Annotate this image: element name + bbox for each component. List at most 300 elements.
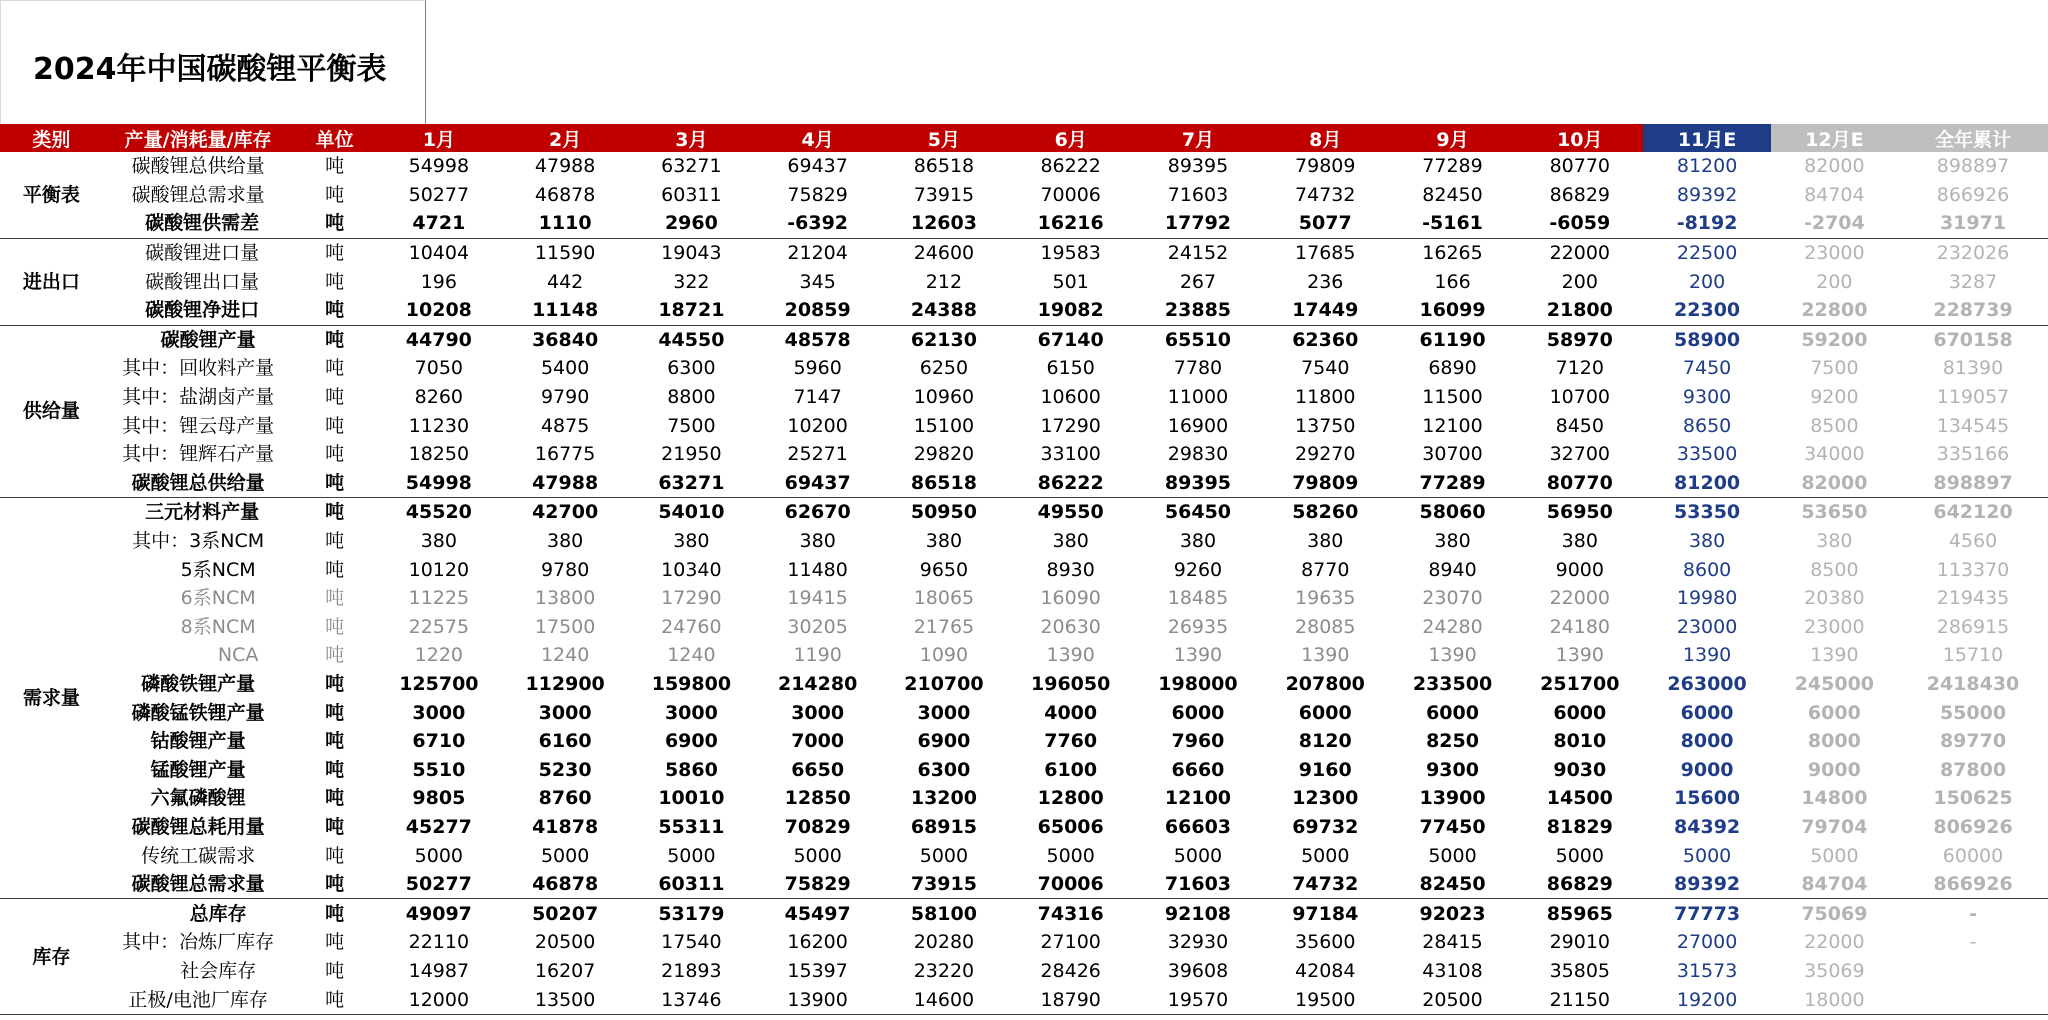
value-cell: 10960 [913,386,975,409]
table-row [0,727,2048,756]
value-cell: 166 [1434,270,1471,293]
value-cell: 11148 [502,296,628,325]
value-cell: 22110 [408,931,470,954]
value-cell: 10120 [408,558,470,581]
row-label: 锰酸锂产量 [150,758,246,781]
unit-cell: 吨 [325,155,345,178]
unit-cell: 吨 [325,242,345,265]
value-cell: 70006 [1007,870,1134,899]
value-cell: 21204 [787,242,848,265]
value-cell: 9300 [1682,386,1732,409]
value-cell: -2704 [1771,209,1898,238]
category-cell: 库存 [0,899,103,1014]
value-cell: 286915 [1936,615,2010,638]
value-cell: 7147 [793,386,842,409]
value-cell: 17540 [661,931,722,954]
header-apr: 4月 [755,124,881,152]
value-cell: 23070 [1422,587,1483,610]
unit-cell: 吨 [325,815,345,838]
value-cell: 74732 [1262,870,1389,899]
value-cell: 80770 [1516,469,1643,498]
value-cell: 5230 [538,758,592,781]
value-cell: 59200 [1801,328,1868,351]
table-row [0,209,2048,238]
value-cell: 71603 [1167,183,1229,206]
value-cell: 22500 [1676,242,1738,265]
value-cell: 69732 [1292,815,1359,838]
table-body [0,152,2048,1014]
value-cell: 10700 [1549,386,1611,409]
value-cell: 82000 [1771,469,1898,498]
value-cell: 1390 [1173,644,1223,667]
unit-cell: 吨 [325,672,345,695]
value-cell: 17290 [1040,414,1101,437]
value-cell: 27100 [1040,931,1101,954]
value-cell: 97184 [1292,902,1359,925]
value-cell: 5860 [664,758,718,781]
value-cell: 251700 [1540,672,1620,695]
value-cell: 80770 [1549,155,1611,178]
value-cell: 13900 [755,985,881,1014]
value-cell: 9000 [1680,758,1734,781]
value-cell: 82000 [1804,155,1865,178]
table-row [0,152,2048,181]
unit-cell: 吨 [325,530,345,553]
value-cell: 18790 [1007,985,1134,1014]
value-cell: 13200 [910,787,977,810]
row-label: 正极/电池厂库存 [103,985,294,1014]
unit-cell: 吨 [325,501,345,524]
value-cell: 79704 [1801,815,1868,838]
value-cell: 380 [546,530,584,553]
value-cell: 8000 [1807,730,1861,753]
value-cell: 69437 [755,469,881,498]
row-label: 8系NCM [180,615,256,638]
value-cell: 1390 [1555,644,1604,667]
value-cell: 335166 [1936,443,2010,466]
value-cell: 81829 [1546,815,1613,838]
row-label: 磷酸锰铁锂产量 [131,701,265,724]
value-cell: 9300 [1426,758,1479,781]
value-cell: 16200 [787,931,848,954]
table-row [0,411,2048,440]
value-cell: 12100 [1164,787,1232,810]
value-cell: 5400 [540,357,590,380]
value-cell: 5000 [1428,844,1477,867]
table-row [0,841,2048,870]
value-cell: 9160 [1298,758,1352,781]
value-cell: 5000 [1046,844,1095,867]
value-cell: 113370 [1936,558,2010,581]
value-cell: 79809 [1262,469,1389,498]
value-cell: 6000 [1807,701,1861,724]
value-cell: 6000 [1680,701,1734,724]
value-cell: 56950 [1546,501,1613,524]
value-cell: 71603 [1134,870,1261,899]
value-cell: 6900 [917,730,971,753]
value-cell: 1190 [793,644,842,667]
value-cell: 20859 [755,296,881,325]
value-cell: 12000 [376,985,502,1014]
value-cell: 86222 [1040,155,1101,178]
value-cell: 34000 [1804,443,1865,466]
value-cell: 75829 [787,183,848,206]
value-cell: 442 [546,270,584,293]
row-label: 碳酸锂总供给量 [131,155,265,178]
value-cell: 24280 [1422,615,1483,638]
table-row [0,555,2048,584]
balance-table [0,124,2048,1015]
value-cell: 8940 [1428,558,1477,581]
value-cell: 6710 [412,730,466,753]
value-cell: 6100 [1044,758,1098,781]
value-cell: 112900 [525,672,605,695]
category-cell: 需求量 [0,498,103,899]
table-row [0,498,2048,527]
value-cell: 29010 [1549,931,1611,954]
value-cell: 1240 [667,644,716,667]
value-cell: 196 [420,270,457,293]
value-cell: 60000 [1942,844,2004,867]
value-cell [1898,985,2048,1014]
value-cell: 10600 [1040,386,1101,409]
unit-cell: 吨 [325,758,345,781]
header-sep: 9月 [1389,124,1516,152]
value-cell: 74732 [1295,183,1356,206]
value-cell: 17500 [534,615,596,638]
value-cell: 3000 [791,701,845,724]
value-cell: 23220 [913,959,975,982]
unit-cell: 吨 [325,701,345,724]
value-cell: 6660 [1171,758,1225,781]
value-cell: 29830 [1167,443,1229,466]
value-cell: 125700 [399,672,479,695]
value-cell: 92108 [1164,902,1232,925]
table-row [0,670,2048,699]
table-row [0,325,2048,354]
table-row [0,641,2048,670]
value-cell: 11230 [408,414,470,437]
value-cell: 73915 [881,870,1007,899]
value-cell: 1390 [1428,644,1477,667]
value-cell: 62130 [910,328,977,351]
value-cell: 67140 [1037,328,1104,351]
value-cell: 49097 [405,902,472,925]
value-cell: 7780 [1173,357,1223,380]
value-cell: 345 [799,270,836,293]
value-cell: 84704 [1804,183,1865,206]
value-cell: 866926 [1898,870,2048,899]
value-cell: 5000 [414,844,464,867]
value-cell: 6150 [1046,357,1095,380]
row-label: NCA [217,644,259,667]
value-cell: 7960 [1171,730,1225,753]
row-label: 碳酸锂净进口 [103,296,294,325]
row-label: 5系NCM [180,558,256,581]
value-cell: 9000 [1807,758,1861,781]
value-cell: 8500 [1810,414,1859,437]
value-cell: 39608 [1167,959,1229,982]
value-cell: 7050 [414,357,464,380]
value-cell: 9260 [1173,558,1223,581]
value-cell: 8760 [538,787,592,810]
value-cell: 86829 [1549,183,1611,206]
table-row [0,928,2048,957]
value-cell: 1240 [540,644,590,667]
value-cell: 45497 [784,902,851,925]
table-row [0,584,2048,613]
value-cell: 8770 [1301,558,1350,581]
unit-cell: 吨 [294,870,376,899]
value-cell: 13800 [534,587,596,610]
value-cell: 8500 [1810,558,1859,581]
value-cell: 236 [1307,270,1344,293]
value-cell: 380 [799,530,836,553]
category-cell: 进出口 [0,238,103,325]
table-row [0,985,2048,1014]
value-cell: 18065 [913,587,975,610]
value-cell: 60311 [661,183,722,206]
value-cell: 18250 [408,443,470,466]
row-label: 钴酸锂产量 [150,730,246,753]
row-label: 6系NCM [180,587,256,610]
row-label: 磷酸铁锂产量 [141,672,256,695]
value-cell: 35069 [1804,959,1865,982]
value-cell: 58100 [910,902,977,925]
header-unit: 单位 [294,124,376,152]
value-cell: 8450 [1555,414,1604,437]
value-cell: 21950 [661,443,722,466]
value-cell: 267 [1179,270,1217,293]
value-cell: 5000 [1301,844,1350,867]
value-cell: 4560 [1948,530,1998,553]
value-cell: 4000 [1044,701,1098,724]
value-cell: 200 [1688,270,1726,293]
value-cell: 50207 [532,902,599,925]
table-row [0,957,2048,986]
value-cell: 6300 [917,758,971,781]
value-cell: 63271 [661,155,722,178]
value-cell: 898897 [1936,155,2010,178]
value-cell: 6000 [1426,701,1479,724]
value-cell: 2418430 [1926,672,2020,695]
value-cell: 12800 [1037,787,1104,810]
value-cell: 23000 [1804,242,1865,265]
value-cell: 1390 [1301,644,1350,667]
value-cell: 65006 [1037,815,1104,838]
value-cell: 21765 [913,615,975,638]
value-cell: 46878 [534,183,596,206]
value-cell: 18485 [1167,587,1229,610]
value-cell: 380 [1307,530,1344,553]
value-cell: 9805 [412,787,466,810]
value-cell: 9790 [540,386,590,409]
value-cell: 11590 [534,242,596,265]
header-dec-estimate: 12月E [1771,124,1898,152]
value-cell: 25271 [787,443,848,466]
value-cell: 45277 [405,815,472,838]
row-label: 碳酸锂产量 [160,328,256,351]
value-cell: 20630 [1040,615,1101,638]
value-cell: 7000 [791,730,845,753]
table-row [0,613,2048,642]
value-cell: 200 [1561,270,1598,293]
value-cell: 45520 [405,501,472,524]
value-cell: 3287 [1948,270,1998,293]
value-cell: 8600 [1682,558,1732,581]
header-may: 5月 [881,124,1007,152]
value-cell: 6000 [1553,701,1607,724]
value-cell: 58900 [1674,328,1741,351]
value-cell: 16099 [1389,296,1516,325]
value-cell: 6890 [1428,357,1477,380]
unit-cell: 吨 [294,296,376,325]
value-cell: 7120 [1555,357,1604,380]
unit-cell: 吨 [294,469,376,498]
row-label: 碳酸锂总需求量 [103,870,294,899]
value-cell: 9030 [1553,758,1607,781]
row-label: 传统工碳需求 [141,844,256,867]
value-cell: 13746 [628,985,754,1014]
value-cell: 24152 [1167,242,1229,265]
table-row [0,296,2048,325]
value-cell: 1390 [1682,644,1732,667]
value-cell: 20500 [1389,985,1516,1014]
value-cell: 17685 [1295,242,1356,265]
value-cell: 21800 [1516,296,1643,325]
header-jul: 7月 [1134,124,1261,152]
value-cell: 7760 [1044,730,1098,753]
header-jun: 6月 [1007,124,1134,152]
value-cell: 82450 [1422,183,1483,206]
value-cell: 58060 [1419,501,1486,524]
row-label: 碳酸锂总供给量 [103,469,294,498]
value-cell: 81390 [1942,357,2004,380]
value-cell: 245000 [1794,672,1875,695]
value-cell: 19570 [1134,985,1261,1014]
row-label: 三元材料产量 [145,501,260,524]
value-cell: 12300 [1292,787,1359,810]
value-cell: 32700 [1549,443,1611,466]
header-annual-total: 全年累计 [1898,124,2048,152]
value-cell: 22000 [1549,587,1611,610]
value-cell: 82450 [1389,870,1516,899]
value-cell: - [1969,931,1977,954]
unit-cell: 吨 [325,414,345,437]
value-cell: 77289 [1389,469,1516,498]
value-cell: 11500 [1422,386,1483,409]
value-cell: 22300 [1643,296,1770,325]
value-cell: 12100 [1422,414,1483,437]
value-cell: 68915 [910,815,977,838]
value-cell: 84392 [1674,815,1741,838]
value-cell: 3000 [538,701,592,724]
row-label: 碳酸锂总需求量 [131,183,265,206]
value-cell: 22000 [1804,931,1865,954]
value-cell: 5077 [1262,209,1389,238]
value-cell: 41878 [532,815,599,838]
value-cell: 27000 [1676,931,1738,954]
value-cell: 4721 [376,209,502,238]
header-item: 产量/消耗量/库存 [103,124,294,152]
value-cell: 14600 [881,985,1007,1014]
value-cell: 1220 [414,644,464,667]
value-cell: 47988 [502,469,628,498]
value-cell: 31573 [1676,959,1738,982]
value-cell: 322 [673,270,710,293]
value-cell: 150625 [1933,787,2013,810]
value-cell: 42084 [1295,959,1356,982]
table-row [0,238,2048,267]
value-cell: 63271 [628,469,754,498]
value-cell: 61190 [1419,328,1486,351]
category-cell: 供给量 [0,325,103,498]
value-cell: 33100 [1040,443,1101,466]
value-cell: 11225 [408,587,470,610]
unit-cell: 吨 [325,844,345,867]
row-label: 社会库存 [180,959,257,982]
value-cell: 3000 [412,701,466,724]
row-label: 碳酸锂供需差 [103,209,294,238]
value-cell: 207800 [1285,672,1365,695]
value-cell: 198000 [1158,672,1238,695]
value-cell: 3000 [664,701,718,724]
value-cell: 12850 [784,787,851,810]
value-cell: 8930 [1046,558,1095,581]
unit-cell: 吨 [325,558,345,581]
value-cell: 134545 [1936,414,2010,437]
value-cell: 380 [1179,530,1217,553]
unit-cell: 吨 [325,270,345,293]
value-cell: 380 [925,530,963,553]
value-cell: 44790 [405,328,472,351]
value-cell: 74316 [1037,902,1104,925]
value-cell: 380 [1052,530,1089,553]
value-cell: 22575 [408,615,470,638]
value-cell: 8260 [414,386,464,409]
value-cell: 5000 [540,844,590,867]
value-cell: 8650 [1682,414,1732,437]
value-cell: 54998 [376,469,502,498]
value-cell: 46878 [502,870,628,899]
row-label: 总库存 [189,902,247,925]
value-cell: 19415 [787,587,848,610]
value-cell: 53179 [658,902,725,925]
value-cell: - [1969,902,1977,925]
value-cell: 15600 [1674,787,1741,810]
value-cell: 9780 [540,558,590,581]
unit-cell: 吨 [294,985,376,1014]
value-cell: 53650 [1801,501,1868,524]
value-cell: 77773 [1674,902,1741,925]
table-row [0,755,2048,784]
value-cell: 50277 [376,870,502,899]
unit-cell: 吨 [325,959,345,982]
value-cell: 89392 [1643,870,1770,899]
header-jan: 1月 [376,124,502,152]
value-cell: 380 [1688,530,1726,553]
value-cell: 17449 [1262,296,1389,325]
value-cell: 8800 [667,386,716,409]
value-cell: 92023 [1419,902,1486,925]
value-cell: 380 [420,530,457,553]
value-cell: 30700 [1422,443,1483,466]
value-cell: 14500 [1546,787,1613,810]
value-cell: 32930 [1167,931,1229,954]
unit-cell: 吨 [325,902,345,925]
value-cell: 16090 [1040,587,1101,610]
value-cell: 56450 [1164,501,1232,524]
